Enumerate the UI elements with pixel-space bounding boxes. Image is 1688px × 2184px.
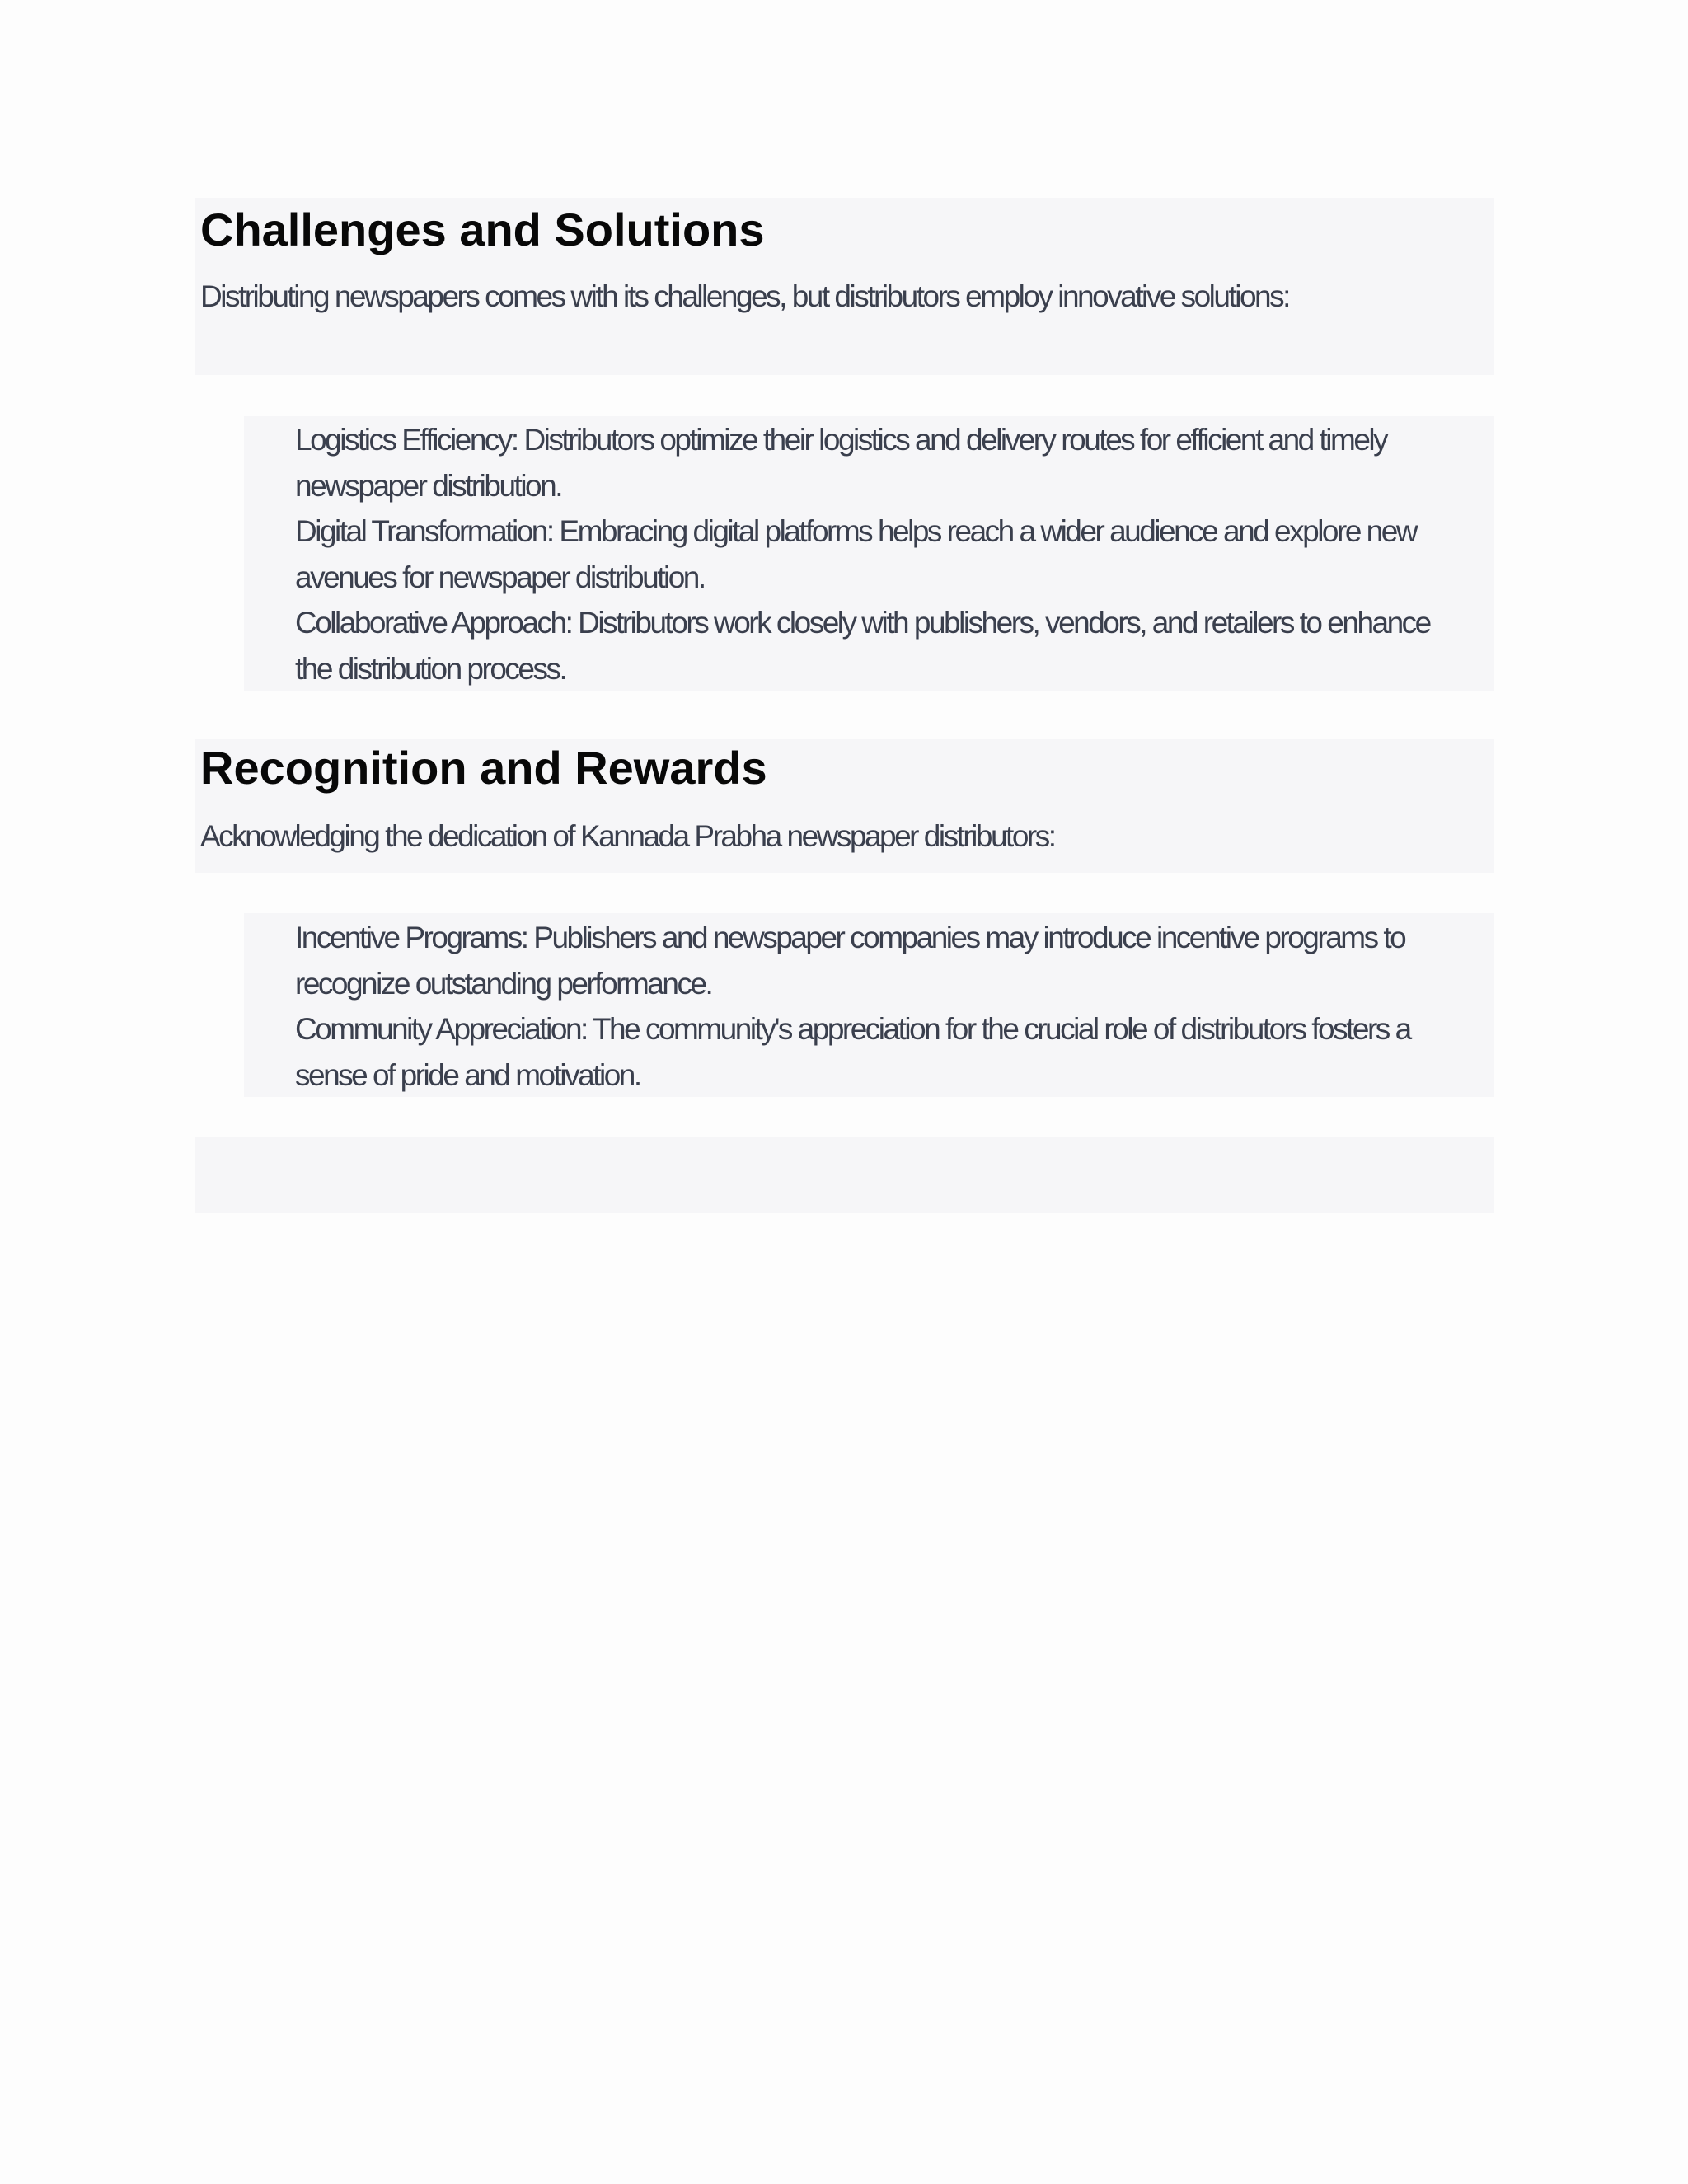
section-intro: Distributing newspapers comes with its challenges, but distributors employ innovative solutions: bbox=[200, 279, 1289, 313]
list-item: Incentive Programs: Publishers and newspaper companies may introduce incentive programs to recognize outstanding performance. bbox=[295, 921, 1405, 1001]
recognition-list bbox=[295, 913, 1449, 1098]
section-heading: Recognition and Rewards bbox=[200, 742, 767, 794]
challenges-list bbox=[295, 416, 1449, 691]
recognition-section-header bbox=[195, 739, 1494, 873]
empty-content-block bbox=[195, 1137, 1494, 1213]
list-item: Collaborative Approach: Distributors work closely with publishers, vendors, and retailers to enhance the distribution process. bbox=[295, 606, 1430, 686]
recognition-list-block bbox=[244, 913, 1494, 1097]
list-item: Community Appreciation: The community's appreciation for the crucial role of distributors fosters a sense of pride and motivation. bbox=[295, 1012, 1410, 1092]
section-intro: Acknowledging the dedication of Kannada Prabha newspaper distributors: bbox=[200, 819, 1055, 853]
list-item: Logistics Efficiency: Distributors optimize their logistics and delivery routes for efficient and timely newspaper distribution. bbox=[295, 423, 1387, 503]
challenges-section-header bbox=[195, 198, 1494, 375]
challenges-list-block bbox=[244, 416, 1494, 691]
section-heading: Challenges and Solutions bbox=[200, 204, 765, 255]
list-item: Digital Transformation: Embracing digital platforms helps reach a wider audience and explore new avenues for newspaper distribution. bbox=[295, 514, 1417, 594]
